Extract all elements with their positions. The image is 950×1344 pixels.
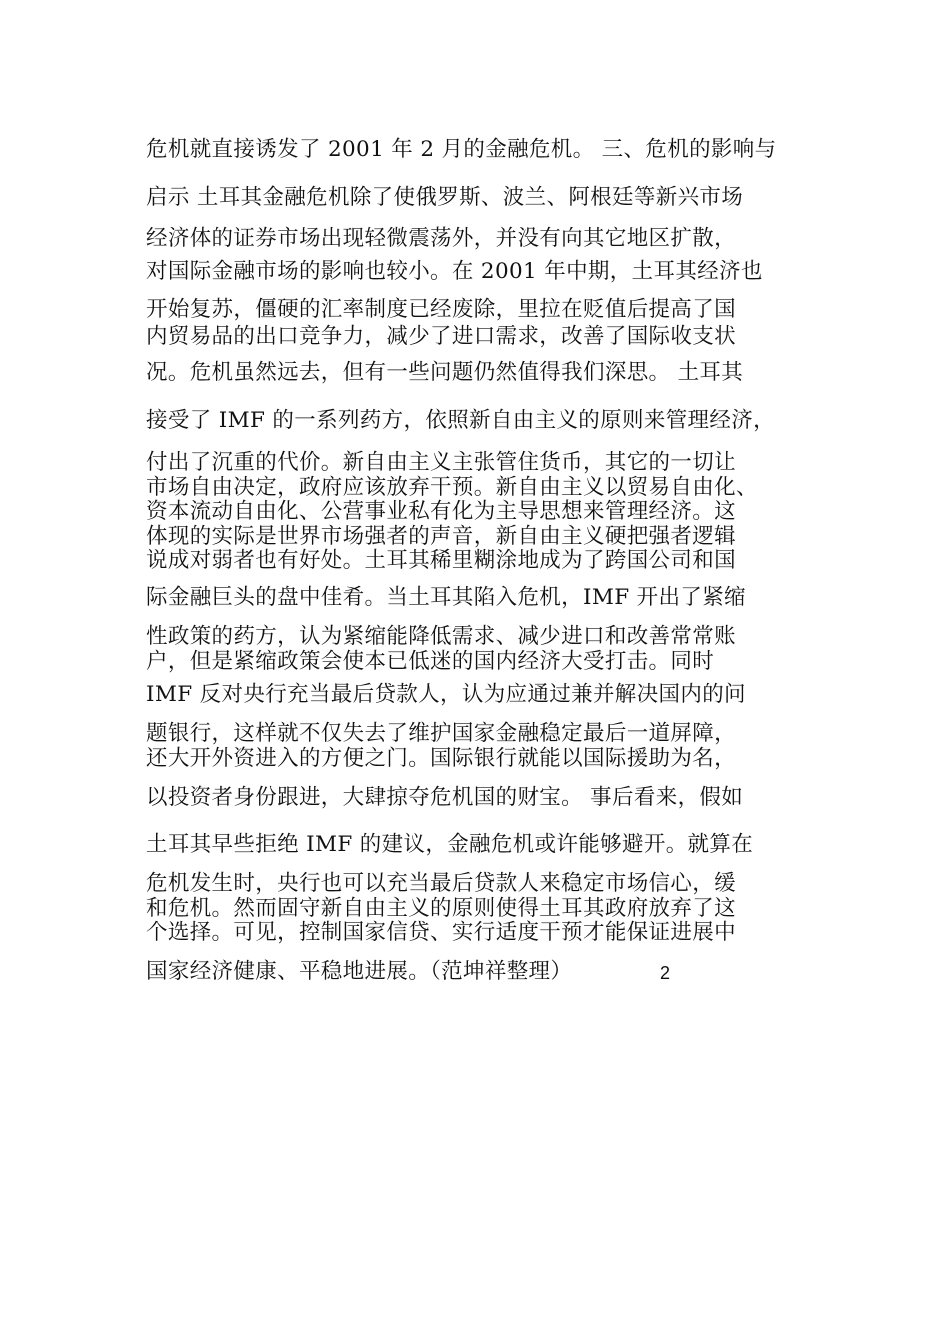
text-line: IMF 反对央行充当最后贷款人，认为应通过兼并解决国内的问: [146, 682, 746, 707]
text-line: 以投资者身份跟进，大肆掠夺危机国的财宝。 事后看来，假如: [146, 785, 744, 810]
text-line: 性政策的药方，认为紧缩能降低需求、减少进口和改善常常账: [146, 624, 736, 649]
text-line: 启示 土耳其金融危机除了使俄罗斯、波兰、阿根廷等新兴市场: [146, 185, 744, 210]
text-line: 体现的实际是世界市场强者的声音，新自由主义硬把强者逻辑: [146, 524, 736, 549]
text-line: 还大开外资进入的方便之门。国际银行就能以国际援助为名，: [146, 746, 736, 771]
text-line: 经济体的证券市场出现轻微震荡外，并没有向其它地区扩散，: [146, 226, 736, 251]
text-line: 市场自由决定，政府应该放弃干预。新自由主义以贸易自由化、: [146, 475, 758, 500]
text-line: 内贸易品的出口竞争力，减少了进口需求，改善了国际收支状: [146, 324, 736, 349]
text-line: 国家经济健康、平稳地进展。（范坤祥整理）: [146, 959, 573, 984]
text-line: 个选择。可见，控制国家信贷、实行适度干预才能保证进展中: [146, 920, 736, 945]
text-line: 对国际金融市场的影响也较小。在 2001 年中期，土耳其经济也: [146, 259, 763, 284]
text-line: 资本流动自由化、公营事业私有化为主导思想来管理经济。这: [146, 499, 736, 524]
text-line: 题银行，这样就不仅失去了维护国家金融稳定最后一道屏障，: [146, 721, 736, 746]
text-line: 危机就直接诱发了 2001 年 2 月的金融危机。 三、危机的影响与: [146, 137, 777, 162]
text-line: 危机发生时，央行也可以充当最后贷款人来稳定市场信心，缓: [146, 871, 736, 896]
text-line: 开始复苏，僵硬的汇率制度已经废除，里拉在贬值后提高了国: [146, 297, 736, 322]
text-line: 况。危机虽然远去，但有一些问题仍然值得我们深思。 土耳其: [146, 360, 744, 385]
text-line: 接受了 IMF 的一系列药方，依照新自由主义的原则来管理经济，: [146, 408, 775, 433]
text-line: 土耳其早些拒绝 IMF 的建议，金融危机或许能够避开。就算在: [146, 832, 754, 857]
text-line: 际金融巨头的盘中佳肴。当土耳其陷入危机，IMF 开出了紧缩: [146, 585, 746, 610]
page-number: 2: [660, 963, 671, 983]
text-line: 付出了沉重的代价。新自由主义主张管住货币，其它的一切让: [146, 450, 736, 475]
text-line: 和危机。然而固守新自由主义的原则使得土耳其政府放弃了这: [146, 896, 736, 921]
text-line: 说成对弱者也有好处。土耳其稀里糊涂地成为了跨国公司和国: [146, 548, 736, 573]
text-line: 户，但是紧缩政策会使本已低迷的国内经济大受打击。同时: [146, 649, 715, 674]
